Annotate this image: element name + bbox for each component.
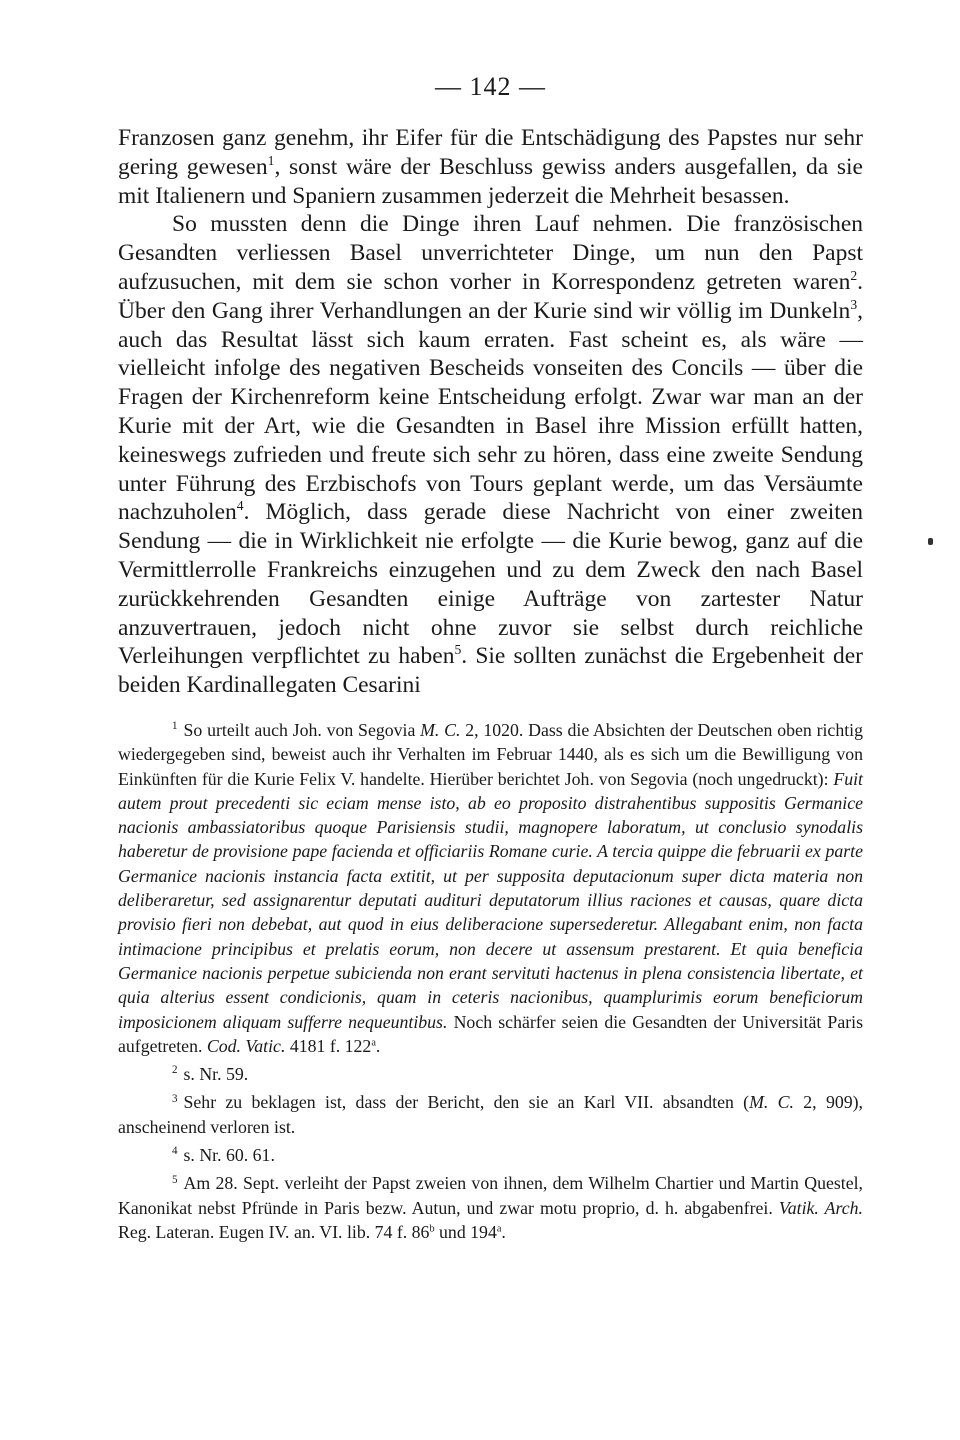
text-run: . Möglich, dass gerade diese Nachricht von einer zweiten Sendung — die in Wirklichkeit nie erfolgte — die Kurie bewog, ganz auf die Vermittlerrolle Frankreichs einzugehen und zu dem Zweck den nach Basel zurückkehrenden Gesandten einige Aufträge von zartester Natur anzuvertrauen, jedoch nicht ohne zuvor sie selbst durch reichliche Verleihungen verpflichtet zu haben <box>118 499 863 670</box>
page-number: — 142 — <box>435 72 546 101</box>
superscript: b <box>429 1223 435 1235</box>
text-run: Am 28. Sept. verleiht der Papst zweien von ihnen, dem Wilhelm Chartier und Martin Questel, Kanonikat nebst Pfründe in Paris bezw. Autun, und zwar motu proprio, d. h. abgabenfrei. <box>118 1173 863 1218</box>
footnote-mark: 2 <box>172 1064 178 1077</box>
italic-citation: Cod. Vatic. <box>206 1035 286 1056</box>
text-run: So urteilt auch Joh. von Segovia <box>183 719 421 740</box>
superscript: a <box>371 1037 376 1049</box>
text-run: 4181 f. 122 <box>285 1035 372 1056</box>
text-run: 2, 909), anscheinend verloren ist. <box>118 1092 863 1137</box>
footnote-2 <box>118 1062 863 1086</box>
footnote-ref-5: 5 <box>454 642 462 658</box>
text-run: , sonst wäre der Beschluss gewiss anders ausgefallen, da sie mit Italienern und Spaniern zusammen jederzeit die Mehrheit besassen. <box>118 153 863 209</box>
footnote-ref-2: 2 <box>850 268 858 284</box>
footnote-mark: 3 <box>172 1092 178 1105</box>
footnote-ref-1: 1 <box>267 152 275 168</box>
footnote-3 <box>118 1090 863 1139</box>
latin-quotation: Fuit autem prout precedenti sic eciam mense isto, ab eo proposito distrahentibus suppositis Germanice nacionis ambassiatoribus quoque Parisiensis studii, magnopere laboratum, ut conclusio synodalis haberetur de provisione pape facienda et officiariis Romane curie. A tercia quippe die februarii ex parte Germanice nacionis instancia facta extitit, ut per supposita deputacionum super dicta materia non deliberaretur, sed assignarentur deputati audituri deputatorum illius raciones et causas, quare dicta provisio fieri non debebat, aut quod in eius deliberacione supersederetur. Allegabant enim, non facta intimacione principibus et prelatis eorum, non decere ut assensum prestarent. Et quia beneficia Germanice nacionis perpetue subicienda non erant servituti hactenus in plena consistencia libertate, et quia alterius essent condicionis, quam in ceteris nacionibus, quamplurimis eorum beneficiorum imposicionem aliquam sufferre nequeuntibus. <box>118 768 863 1032</box>
text-run: s. Nr. 60. 61. <box>183 1144 275 1165</box>
footnote-mark: 1 <box>172 720 178 733</box>
text-run: . <box>375 1035 381 1056</box>
footnote-ref-3: 3 <box>850 296 858 312</box>
text-run: , auch das Resultat lässt sich kaum erraten. Fast scheint es, als wäre — vielleicht infolge des negativen Bescheids vonseiten des Concils — über die Fragen der Kirchenreform keine Entscheidung erfolgt. Zwar war man an der Kurie mit der Art, wie die Gesandten in Basel ihre Mission erfüllt hatten, keineswegs zufrieden und freute sich sehr zu hören, dass eine zweite Sendung unter Führung des Erzbischofs von Tours geplant werde, um das Versäumte nachzuholen <box>118 297 863 526</box>
book-page <box>118 72 863 1248</box>
text-run: . Sie sollten zunächst die Ergebenheit der beiden Kardinallegaten Cesarini <box>118 643 863 699</box>
text-run: Sehr zu beklagen ist, dass der Bericht, den sie an Karl VII. absandten ( <box>183 1092 750 1113</box>
text-run: Noch schärfer seien die Gesandten der Universität Paris aufgetreten. <box>118 1011 863 1056</box>
footnote-1 <box>118 718 863 1058</box>
text-run: 2, 1020. Dass die Absichten der Deutschen oben richtig wiedergegeben sind, beweist auch ihr Verhalten im Februar 1440, als es sich um die Bewilligung von Einkünften für die Kurie Felix V. handelte. Hierüber berichtet Joh. von Segovia (noch ungedruckt): <box>118 719 863 789</box>
footnote-mark: 4 <box>172 1145 178 1158</box>
main-text <box>118 124 863 700</box>
footnote-ref-4: 4 <box>236 498 244 514</box>
footnote-5 <box>118 1171 863 1244</box>
paragraph-2 <box>118 210 863 700</box>
superscript: a <box>496 1223 502 1235</box>
footnote-mark: 5 <box>172 1173 178 1186</box>
italic-citation: M. C. <box>420 719 461 740</box>
footnotes <box>118 718 863 1244</box>
text-run: und 194 <box>434 1221 497 1242</box>
text-run: Franzosen ganz genehm, ihr Eifer für die Entschädigung des Papstes nur sehr gering gewesen <box>118 125 863 180</box>
text-run: . Über den Gang ihrer Verhandlungen an der Kurie sind wir völlig im Dunkeln <box>118 268 863 324</box>
text-run: s. Nr. 59. <box>183 1064 249 1085</box>
paragraph-1 <box>118 124 863 210</box>
footnote-4 <box>118 1143 863 1167</box>
italic-citation: Vatik. Arch. <box>778 1197 863 1218</box>
ink-speck <box>928 538 933 545</box>
italic-citation: M. C. <box>749 1092 794 1113</box>
text-run: . <box>501 1221 506 1242</box>
text-run: So mussten denn die Dinge ihren Lauf nehmen. Die französischen Gesandten verliessen Basel unverrichteter Dinge, um nun den Papst aufzusuchen, mit dem sie schon vorher in Korrespondenz getreten waren <box>118 211 863 295</box>
text-run: Reg. Lateran. Eugen IV. an. VI. lib. 74 f. 86 <box>118 1221 430 1242</box>
